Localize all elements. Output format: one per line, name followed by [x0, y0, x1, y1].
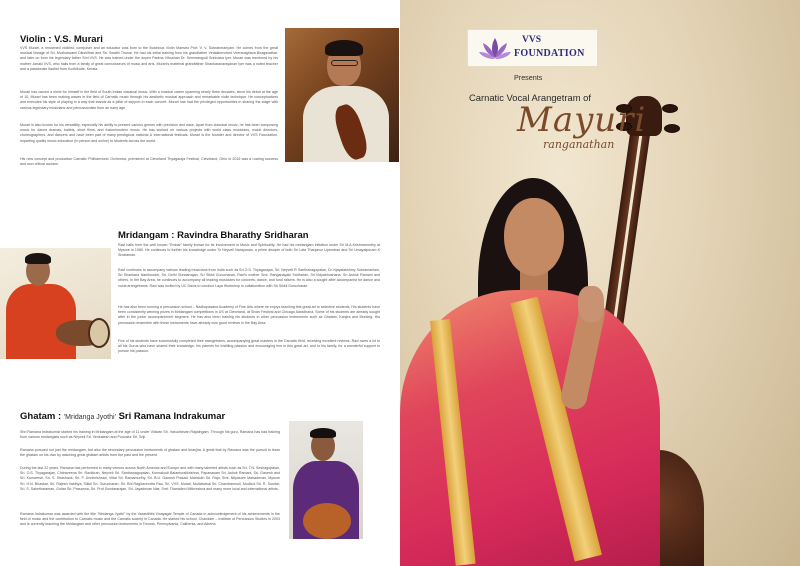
mridangam-paragraph-1: Ravi hails from the well known "Embar" family known for its involvement in Music and Spirituality. He had his mridangam initiation under Sri M.A.Krishnamurthy at Mysore in 1980. He continues to further his knowledge under Sr Neyveli Narayanan, a prime disciple of both Sri Late Thanjavur Upendran and Sri Umayalpuram K Sivaraman.: [118, 243, 380, 258]
ghatam-paragraph-4: Ramana Indrakumar was awarded with the title "Mridanga Jyothi" by the Varasiththi Vinayagar Temple of Canada in acknowledgement of his achievements in the field of music and the contribution to Carnatic music and the Carnatic society in Canada. He started his school, Chandam – Institute of Percussion Studies in 2003 and is currently teaching the Mridangam and other percussion instruments in Toronto, Pennsylvania, California, and Alberta.: [20, 512, 280, 527]
photo-hair: [25, 253, 51, 264]
ghatam-title-prefix: Ghatam :: [20, 411, 62, 422]
vvs-foundation-logo: [467, 29, 598, 67]
ghatam-title-nickname: 'Mridanga Jyothi': [63, 414, 116, 421]
mridangam-drum-head: [88, 318, 110, 348]
ghatam-artist-photo: [289, 421, 363, 539]
ghatam-section-title: [20, 411, 225, 422]
singer-hand: [578, 286, 604, 322]
violin-paragraph-4: His new concept and production Carnatic Philharmonic Orchestra, premiered at Cleveland Thyagaraja Festival, Cleveland, Ohio in 2015 was a roaring success and won critical acclaim.: [20, 157, 278, 167]
violin-section-title: Violin : V.S. Murari: [20, 34, 103, 45]
ghatam-paragraph-1: Shri Ramana Indrakumar started his training in Mridangam at the age of 11 under Vidwan Sri. Vasudhevan Rajalingam. Through his guru, Ramana has had training from various mridangists such as Neyveli Sri. Venkatesh and Poovalur Sri. Sriji.: [20, 430, 280, 440]
mridangam-paragraph-4: Five of his students have successfully completed their arangetrams, accompanying great masters in the Carnatic field, receiving excellent reviews. Ravi owes a lot to all his Gurus who have shared their knowledge, his parents for instilling passion and encouraging him in this great art, and to his family, for a wonderful support to pursue his passion.: [118, 339, 380, 354]
singer-face: [504, 198, 564, 276]
mridangam-section-title: Mridangam : Ravindra Bharathy Sridharan: [118, 230, 309, 241]
photo-hair: [325, 40, 363, 56]
mridangam-artist-photo: [0, 248, 111, 359]
logo-text-vvs: VVS: [522, 35, 542, 45]
performer-first-name: Mayuri: [517, 100, 647, 140]
right-page-cover: [400, 0, 800, 566]
presents-text: Presents: [514, 73, 543, 82]
tanpura-peg: [662, 104, 678, 113]
event-title: Carnatic Vocal Arangetram of: [469, 92, 591, 103]
lotus-icon: [478, 35, 512, 63]
violinist-photo: [285, 28, 399, 162]
tanpura-peg: [664, 124, 680, 133]
ghatam-paragraph-2: Ramana pursued not just the mridangam, but also the secondary percussion instruments of ghatam and khanjira. A great feat by Ramana was the pursuit to learn the ghatam on his own by watching great ghatam artists from the past and the present.: [20, 448, 280, 458]
violin-paragraph-3: Murari is also known for his versatility, especially his ability to present various genres with precision and ease. Apart from classical music, he has been composing music for dance dramas, ballets, short films, and fusion/modern music. He has worked on various projects with world class musicians, music directors, choreographers, and dancers and have been part of many prestigious national & international festivals. Murari is the founder and director of VVS Foundation, imparting quality music education (In person and online) to students across the world.: [20, 123, 278, 143]
violin-paragraph-2: Murari has carved a niche for himself in the field of South Indian classical music. With a musical career spanning nearly three decades, since his debut at the age of 10, Murari has been making waves in the field of Carnatic music through his aesthetic musical approach and remarkable violin technique. He conceptualizes and executes his style of playing in a way that stands as a pillar of support in each concert. Murari has had the privileged opportunities in sharing the stage with various legendary musicians and percussionists from an early age.: [20, 90, 278, 110]
violin-paragraph-1: VVS Murari, a renowned violinist, composer and an educator was born to the illustrious Violin Maestro Prof. V. V. Subrahmanyam. He comes from the great musical lineage of Sri. Muthuswami Dikshithar and Sri. Swathi Tirunal. He had his initial training from his grandfather Vedakkencheri Veeraraghava Bhagavathar, and later on from his legendary father Shri.VVS. He was trained under the doyen Padma Vibushan Dr. Semmangudi Srinivasa Iyer. Murari was mentored by his mother Janaki VVS, who hails from a family of great connoisseurs of music and arts. Murari's maternal grandfather Shankaranarayanan Iyer was a noted teacher and a passionate flautist from Kozhikode, Kerala.: [20, 46, 278, 71]
ghatam-title-name: Sri Ramana Indrakumar: [118, 411, 226, 422]
mridangam-paragraph-2: Ravi continues to accompany various leading musicians from India such as Sri O.S. Thyagarajan, Sri. Neyveli R Santhanagopalan, Dr.Vijayalakshmy Subramaniam, Sri Shankara Namboodiri, Sri. Delhi Sundarrajan, Sri Sikkil Gurucharan, Ravi's mother Smt. Ranganayaki Sridharan, Sri.Vidyabhushana, Sri Ashok Ramani and others. In the Bay Area, he continues to accompany all leading musicians for concerts, dance, and fund raisers. He is also a sought after accompanist for dance and vocal arangetrams. Ravi was invited by UC Davis to conduct Laya Workshop in collaboration with Sri Sikkil Gurucharan.: [118, 268, 380, 288]
performer-last-name: ranganathan: [543, 138, 615, 151]
logo-text-foundation: FOUNDATION: [514, 48, 585, 59]
photo-hair: [310, 428, 336, 438]
photo-glasses: [331, 60, 358, 66]
ghatam-paragraph-3: During the last 22 years, Ramana has performed in many venues across North America and Europe and with many talented artists such as Sri. T.N. Seshagopalan, Sri. O.S. Thyagarajan, Chitraveena Sri. Ravikiran, Neyveli Sri. Santhanagopalan, Kunnakudi Balamuralikrishna, Papanasam Sri. Ashok Ramani, Sri. Ganesh and Sri. Kumaresh, Sri. S. Shashank, Sri. P. Unnikrishnan, Vittal Sri. Ramamurthy, Sri. B.U. Ganesh Prasad, Mandolin Sri. Raju, Smt. Nityasree Mahadevan, Mysore Sri. H.N. Bhaskar, Sri. Rajesh Vaidhya, Sikkil Sri. Gurucharan, Sri. Bhi Raghavendra Rao, Sri. VVS. Murari, Mullaivasal Sri. Chandramouli, Mudicol Sri. R. Sundar, Sri. S. Saketharaman, Guitar Sri. Prasanna, Sri. Prof Sundararajan, Sri. Jayadevan Nair, Smt. Thanadevi Mithreshna and many more local and international artists.: [20, 466, 280, 491]
mridangam-paragraph-3: He has also been running a percussion school – Nadhopasana Academy of Fine Arts where he enjoys teaching this great art to selective students. His students have been consistently winning prizes in Mridangam competitions in US at Cleveland, at Sivan Festival and Chicago Aaradhana. Some of his students are already sought after in the junior accompaniment segment. He has also been training his students in other percussion instruments such as Ghatam, Kanjira and Morsing. His percussion ensemble with these instruments have already won good reviews in the Bay Area.: [118, 305, 380, 325]
ghatam-pot-shape: [303, 503, 351, 539]
